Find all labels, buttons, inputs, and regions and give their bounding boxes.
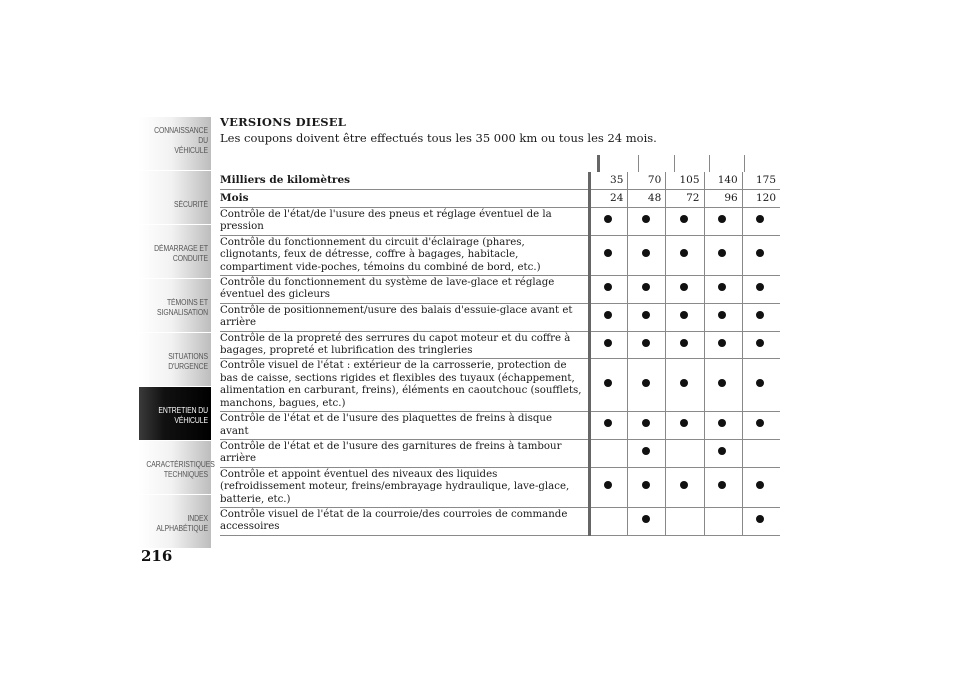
tab-temoins-signalisation[interactable] (139, 278, 211, 332)
interval-cell (589, 467, 628, 507)
tab-situations-urgence[interactable] (139, 332, 211, 386)
column-divider (709, 155, 710, 172)
check-dot-icon (756, 283, 764, 291)
check-dot-icon (680, 419, 688, 427)
months-label: Mois (220, 190, 589, 208)
km-value: 70 (628, 172, 666, 190)
column-divider (674, 155, 675, 172)
tab-label: SÉCURITÉ (174, 200, 208, 209)
check-dot-icon (642, 379, 650, 387)
check-dot-icon (718, 249, 726, 257)
months-value: 72 (666, 190, 704, 208)
interval-cell (589, 303, 628, 331)
interval-cell (704, 467, 742, 507)
table-row (220, 208, 780, 236)
table-row (220, 359, 780, 412)
chapter-sidebar (139, 116, 215, 548)
tab-label: DÉMARRAGE ET CONDUITE (154, 244, 208, 263)
check-dot-icon (642, 311, 650, 319)
interval-cell (628, 208, 666, 236)
interval-cell (628, 467, 666, 507)
check-dot-icon (680, 481, 688, 489)
interval-cell (628, 439, 666, 467)
check-dot-icon (756, 515, 764, 523)
interval-cell (704, 439, 742, 467)
operation-description: Contrôle de la propreté des serrures du capot moteur et du coffre à bagages, propreté et lubrification des tringleries (220, 331, 589, 359)
interval-cell (628, 331, 666, 359)
table-row (220, 412, 780, 440)
column-divider (744, 155, 745, 172)
tab-label: TÉMOINS ET SIGNALISATION (157, 298, 208, 317)
check-dot-icon (680, 215, 688, 223)
check-dot-icon (718, 481, 726, 489)
check-dot-icon (680, 379, 688, 387)
section-heading: VERSIONS DIESEL (220, 115, 347, 129)
check-dot-icon (642, 515, 650, 523)
check-dot-icon (642, 215, 650, 223)
interval-cell (589, 359, 628, 412)
tab-label: INDEX ALPHABÉTIQUE (156, 514, 208, 533)
tab-connaissance-vehicule[interactable] (139, 116, 211, 170)
interval-cell (666, 439, 704, 467)
months-value: 120 (742, 190, 780, 208)
check-dot-icon (756, 249, 764, 257)
interval-cell (628, 303, 666, 331)
check-dot-icon (642, 249, 650, 257)
interval-cell (666, 303, 704, 331)
interval-cell (666, 331, 704, 359)
months-value: 24 (589, 190, 628, 208)
interval-cell (666, 235, 704, 275)
interval-cell (589, 208, 628, 236)
interval-cell (742, 276, 780, 304)
page-number: 216 (141, 547, 173, 565)
check-dot-icon (642, 481, 650, 489)
table-row (220, 331, 780, 359)
interval-cell (742, 439, 780, 467)
interval-cell (589, 412, 628, 440)
table-row (220, 439, 780, 467)
table-row (220, 276, 780, 304)
check-dot-icon (680, 249, 688, 257)
check-dot-icon (604, 215, 612, 223)
interval-cell (628, 412, 666, 440)
check-dot-icon (604, 481, 612, 489)
interval-cell (742, 467, 780, 507)
interval-cell (666, 208, 704, 236)
interval-cell (742, 412, 780, 440)
intro-text: Les coupons doivent être effectués tous les 35 000 km ou tous les 24 mois. (220, 131, 657, 145)
column-divider (638, 155, 639, 172)
operation-description: Contrôle de l'état et de l'usure des plaquettes de freins à disque avant (220, 412, 589, 440)
interval-cell (742, 303, 780, 331)
interval-cell (589, 276, 628, 304)
interval-cell (704, 412, 742, 440)
check-dot-icon (718, 311, 726, 319)
months-header-row (220, 190, 780, 208)
interval-cell (589, 235, 628, 275)
check-dot-icon (756, 215, 764, 223)
check-dot-icon (756, 339, 764, 347)
tab-securite[interactable] (139, 170, 211, 224)
km-value: 35 (589, 172, 628, 190)
interval-cell (742, 359, 780, 412)
tab-index-alphabetique[interactable] (139, 494, 211, 548)
check-dot-icon (642, 339, 650, 347)
check-dot-icon (680, 283, 688, 291)
check-dot-icon (642, 419, 650, 427)
tab-label: CONNAISSANCE DU VÉHICULE (154, 126, 208, 155)
table-row (220, 235, 780, 275)
tab-label: SITUATIONS D'URGENCE (168, 352, 208, 371)
check-dot-icon (604, 379, 612, 387)
check-dot-icon (604, 419, 612, 427)
months-value: 96 (704, 190, 742, 208)
interval-cell (628, 359, 666, 412)
interval-cell (704, 208, 742, 236)
interval-cell (589, 507, 628, 535)
interval-cell (704, 507, 742, 535)
table-row (220, 507, 780, 535)
km-value: 175 (742, 172, 780, 190)
months-value: 48 (628, 190, 666, 208)
tab-label: CARACTÉRISTIQUES TECHNIQUES (146, 460, 215, 479)
table-row (220, 303, 780, 331)
interval-cell (704, 359, 742, 412)
operation-description: Contrôle de l'état/de l'usure des pneus et réglage éventuel de la pression (220, 208, 589, 236)
check-dot-icon (718, 339, 726, 347)
tab-label: ENTRETIEN DU VÉHICULE (158, 406, 208, 425)
km-header-row (220, 172, 780, 190)
interval-cell (742, 507, 780, 535)
tab-demarrage-conduite[interactable] (139, 224, 211, 278)
check-dot-icon (756, 419, 764, 427)
check-dot-icon (604, 283, 612, 291)
interval-cell (628, 507, 666, 535)
operation-description: Contrôle de positionnement/usure des balais d'essuie-glace avant et arrière (220, 303, 589, 331)
check-dot-icon (718, 215, 726, 223)
check-dot-icon (718, 447, 726, 455)
interval-cell (628, 276, 666, 304)
check-dot-icon (642, 283, 650, 291)
km-value: 105 (666, 172, 704, 190)
maintenance-schedule-table (220, 172, 780, 536)
check-dot-icon (718, 379, 726, 387)
check-dot-icon (604, 339, 612, 347)
interval-cell (628, 235, 666, 275)
interval-cell (704, 331, 742, 359)
interval-cell (742, 331, 780, 359)
check-dot-icon (718, 283, 726, 291)
interval-cell (666, 359, 704, 412)
check-dot-icon (756, 481, 764, 489)
km-label: Milliers de kilomètres (220, 172, 589, 190)
operation-description: Contrôle et appoint éventuel des niveaux des liquides (refroidissement moteur, freins/embrayage hydraulique, lave-glace, batterie, etc.) (220, 467, 589, 507)
km-value: 140 (704, 172, 742, 190)
interval-cell (666, 467, 704, 507)
interval-cell (666, 276, 704, 304)
check-dot-icon (680, 339, 688, 347)
interval-cell (589, 439, 628, 467)
column-divider (597, 155, 600, 172)
interval-cell (704, 303, 742, 331)
interval-cell (704, 235, 742, 275)
interval-cell (589, 331, 628, 359)
interval-cell (704, 276, 742, 304)
check-dot-icon (604, 249, 612, 257)
check-dot-icon (680, 311, 688, 319)
check-dot-icon (756, 311, 764, 319)
operation-description: Contrôle visuel de l'état de la courroie/des courroies de commande accessoires (220, 507, 589, 535)
interval-cell (742, 208, 780, 236)
operation-description: Contrôle du fonctionnement du circuit d'éclairage (phares, clignotants, feux de détresse, coffre à bagages, habitacle, compartiment vide-poches, témoins du combiné de bord, etc.) (220, 235, 589, 275)
check-dot-icon (718, 419, 726, 427)
check-dot-icon (604, 311, 612, 319)
interval-cell (742, 235, 780, 275)
tab-caracteristiques-techniques[interactable] (139, 440, 215, 494)
operation-description: Contrôle de l'état et de l'usure des garnitures de freins à tambour arrière (220, 439, 589, 467)
operation-description: Contrôle du fonctionnement du système de lave-glace et réglage éventuel des gicleurs (220, 276, 589, 304)
check-dot-icon (642, 447, 650, 455)
interval-cell (666, 412, 704, 440)
operation-description: Contrôle visuel de l'état : extérieur de la carrosserie, protection de bas de caisse, sections rigides et flexibles des tuyaux (échappement, alimentation en carburant, freins), éléments en caoutchouc (soufflets, manchons, bagues, etc.) (220, 359, 589, 412)
check-dot-icon (756, 379, 764, 387)
table-row (220, 467, 780, 507)
tab-entretien-vehicule[interactable] (139, 386, 211, 440)
interval-cell (666, 507, 704, 535)
